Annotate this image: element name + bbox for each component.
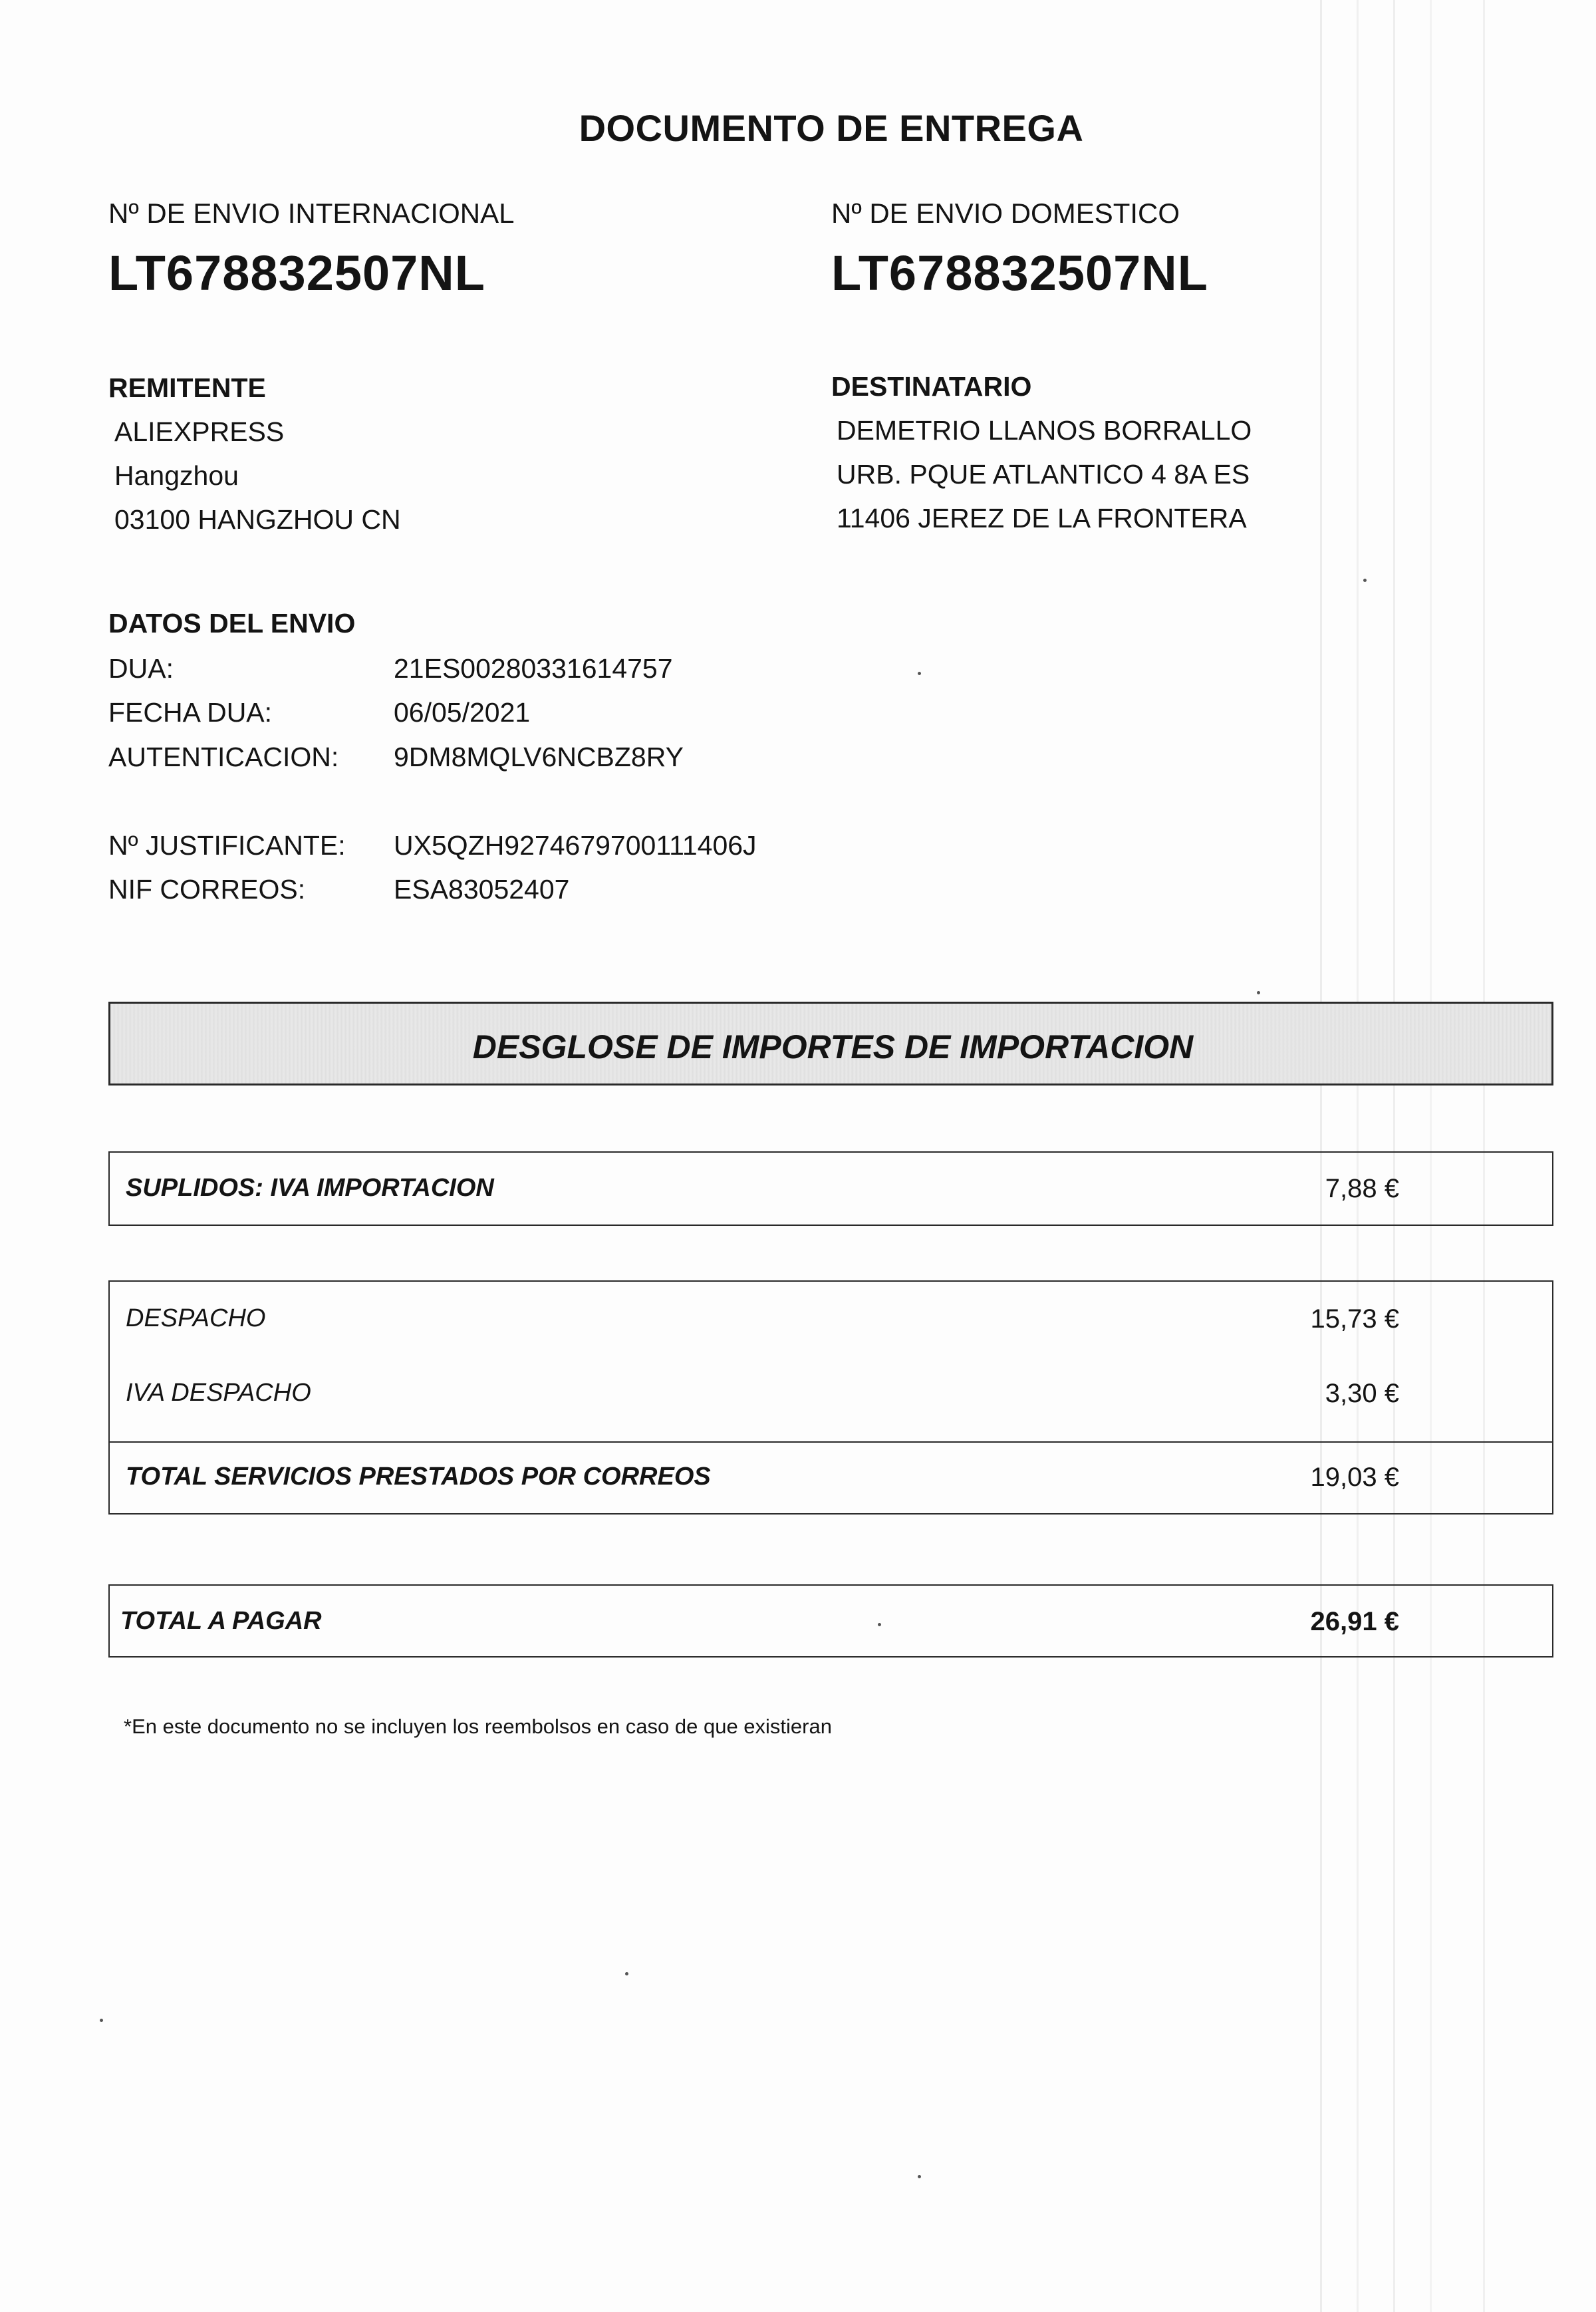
field-value: ESA83052407: [394, 874, 570, 905]
grand-total-box: [108, 1584, 1553, 1658]
domestic-shipment-number: LT678832507NL: [831, 245, 1208, 301]
scan-speck: [1257, 991, 1260, 994]
footnote: *En este documento no se incluyen los reembolsos en caso de que existieran: [124, 1715, 832, 1738]
suplidos-value: 7,88 €: [1325, 1174, 1399, 1203]
scan-speck: [1363, 579, 1367, 582]
domestic-shipment-label: Nº DE ENVIO DOMESTICO: [831, 198, 1180, 229]
breakdown-banner: [108, 1002, 1553, 1085]
international-shipment-label: Nº DE ENVIO INTERNACIONAL: [108, 198, 515, 229]
services-total-value: 19,03 €: [1310, 1463, 1399, 1492]
suplidos-label: SUPLIDOS: IVA IMPORTACION: [126, 1174, 494, 1202]
scan-speck: [625, 1972, 628, 1975]
field-value: 9DM8MQLV6NCBZ8RY: [394, 742, 684, 772]
suplidos-box: [108, 1151, 1553, 1226]
services-total-label: TOTAL SERVICIOS PRESTADOS POR CORREOS: [126, 1463, 711, 1491]
document-title: DOCUMENTO DE ENTREGA: [579, 107, 1084, 149]
field-label: Nº JUSTIFICANTE:: [108, 830, 346, 861]
grand-total-value: 26,91 €: [1310, 1607, 1399, 1636]
sender-line: Hangzhou: [114, 460, 239, 491]
field-label: DUA:: [108, 653, 174, 684]
recipient-line: 11406 JEREZ DE LA FRONTERA: [837, 503, 1247, 533]
scan-speck: [878, 1623, 881, 1626]
scan-speck: [100, 2019, 103, 2022]
grand-total-label: TOTAL A PAGAR: [120, 1607, 322, 1635]
sender-line: 03100 HANGZHOU CN: [114, 504, 401, 535]
field-label: NIF CORREOS:: [108, 874, 306, 905]
services-divider: [110, 1441, 1552, 1443]
scan-speck: [918, 2175, 921, 2178]
service-value: 3,30 €: [1325, 1379, 1399, 1408]
recipient-line: DEMETRIO LLANOS BORRALLO: [837, 415, 1252, 446]
field-label: FECHA DUA:: [108, 697, 273, 728]
shipping-data-heading: DATOS DEL ENVIO: [108, 608, 356, 639]
field-value: UX5QZH9274679700111406J: [394, 830, 757, 861]
breakdown-banner-title: DESGLOSE DE IMPORTES DE IMPORTACION: [472, 1028, 1194, 1066]
scan-speck: [918, 672, 921, 675]
field-value: 06/05/2021: [394, 697, 531, 728]
service-value: 15,73 €: [1310, 1304, 1399, 1334]
services-box: [108, 1280, 1553, 1515]
field-label: AUTENTICACION:: [108, 742, 339, 772]
sender-line: ALIEXPRESS: [114, 416, 285, 447]
service-label: IVA DESPACHO: [126, 1379, 311, 1407]
sender-heading: REMITENTE: [108, 372, 266, 403]
recipient-heading: DESTINATARIO: [831, 371, 1032, 402]
international-shipment-number: LT678832507NL: [108, 245, 485, 301]
recipient-line: URB. PQUE ATLANTICO 4 8A ES: [837, 459, 1250, 490]
field-value: 21ES00280331614757: [394, 653, 673, 684]
service-label: DESPACHO: [126, 1304, 266, 1332]
